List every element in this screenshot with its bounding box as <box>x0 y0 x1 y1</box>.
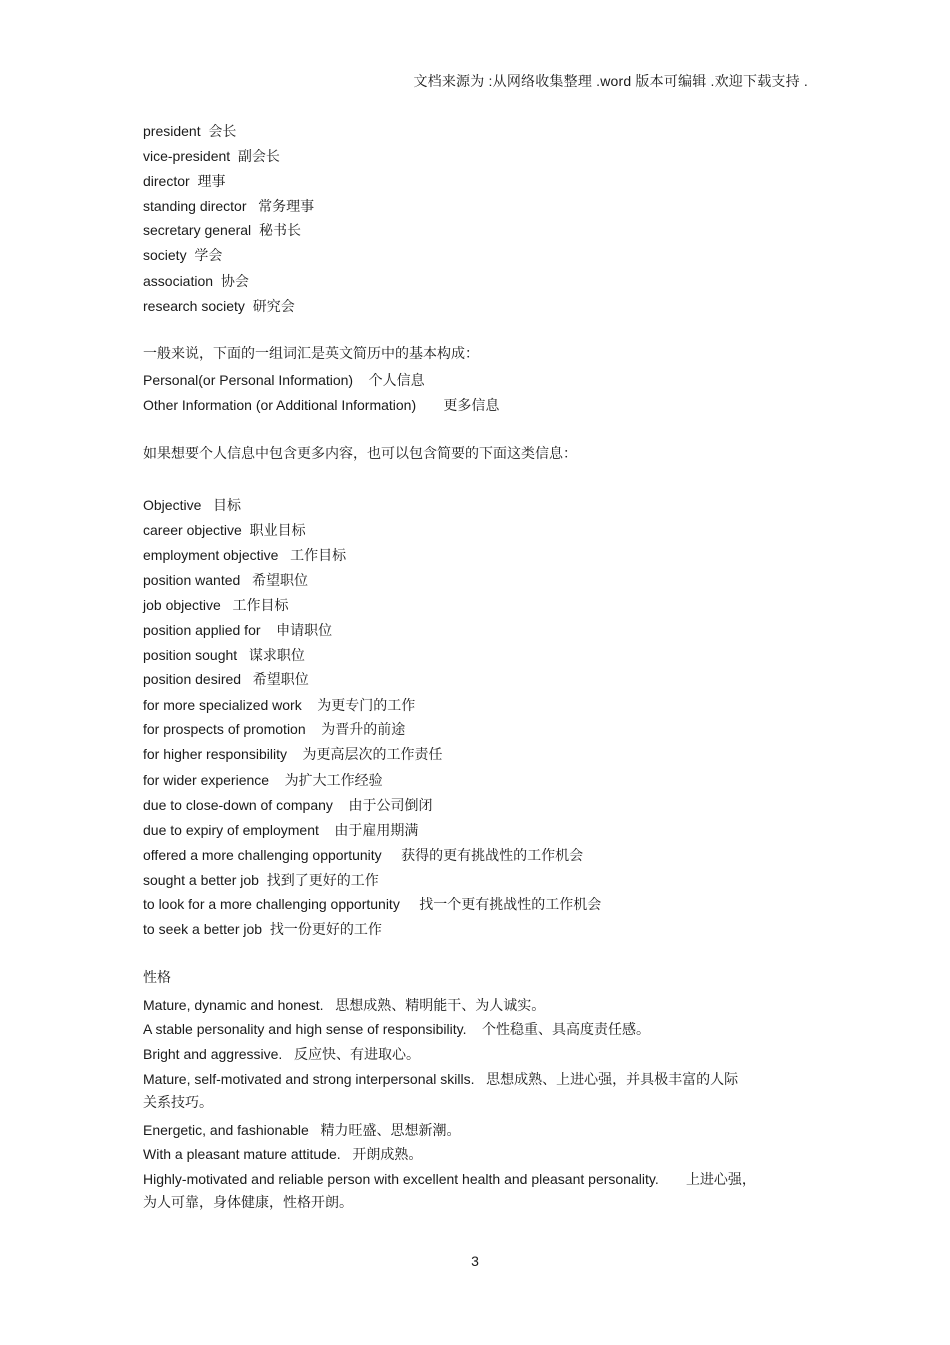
list-item: Energetic, and fashionable 精力旺盛、思想新潮。 <box>143 1122 461 1138</box>
list-item: due to close-down of company 由于公司倒闭 <box>143 797 433 813</box>
page-number: 3 <box>471 1253 479 1269</box>
list-item: Mature, dynamic and honest. 思想成熟、精明能干、为人诚实。 <box>143 997 546 1013</box>
list-item: job objective 工作目标 <box>143 597 289 613</box>
list-item-continuation: 关系技巧。 <box>143 1094 213 1110</box>
paragraph: 如果想要个人信息中包含更多内容，也可以包含简要的下面这类信息： <box>143 445 577 461</box>
list-item: due to expiry of employment 由于雇用期满 <box>143 822 419 838</box>
list-item: With a pleasant mature attitude. 开朗成熟。 <box>143 1146 423 1162</box>
list-item: Objective 目标 <box>143 497 242 513</box>
section-heading: 性格 <box>143 969 171 985</box>
list-item: association 协会 <box>143 273 249 289</box>
page-header: 文档来源为 :从网络收集整理 .word 版本可编辑 .欢迎下载支持 . <box>413 73 808 89</box>
list-item: for prospects of promotion 为晋升的前途 <box>143 721 406 737</box>
paragraph: 一般来说，下面的一组词汇是英文简历中的基本构成： <box>143 345 479 361</box>
list-item: A stable personality and high sense of responsibility. 个性稳重、具高度责任感。 <box>143 1021 651 1037</box>
list-item-continuation: 为人可靠，身体健康，性格开朗。 <box>143 1194 353 1210</box>
list-item: research society 研究会 <box>143 298 295 314</box>
list-item: position desired 希望职位 <box>143 671 309 687</box>
list-item: standing director 常务理事 <box>143 198 315 214</box>
list-item: Bright and aggressive. 反应快、有进取心。 <box>143 1046 420 1062</box>
list-item: president 会长 <box>143 123 237 139</box>
list-item: director 理事 <box>143 173 226 189</box>
list-item: for more specialized work 为更专门的工作 <box>143 697 416 713</box>
list-item: to seek a better job 找一份更好的工作 <box>143 921 382 937</box>
list-item: sought a better job 找到了更好的工作 <box>143 872 379 888</box>
list-item: society 学会 <box>143 247 223 263</box>
list-item: offered a more challenging opportunity 获得的更有挑战性的工作机会 <box>143 847 584 863</box>
list-item: career objective 职业目标 <box>143 522 306 538</box>
list-item: for wider experience 为扩大工作经验 <box>143 772 383 788</box>
list-item: secretary general 秘书长 <box>143 222 301 238</box>
list-item: employment objective 工作目标 <box>143 547 347 563</box>
list-item: for higher responsibility 为更高层次的工作责任 <box>143 746 443 762</box>
list-item: position wanted 希望职位 <box>143 572 308 588</box>
list-item: position sought 谋求职位 <box>143 647 305 663</box>
list-item: vice-president 副会长 <box>143 148 280 164</box>
list-item: to look for a more challenging opportunity 找一个更有挑战性的工作机会 <box>143 896 602 912</box>
list-item: Highly-motivated and reliable person with excellent health and pleasant personality. 上进心强， <box>143 1171 756 1187</box>
list-item: position applied for 申请职位 <box>143 622 333 638</box>
list-item: Mature, self-motivated and strong interpersonal skills. 思想成熟、上进心强，并具极丰富的人际 <box>143 1071 739 1087</box>
list-item: Personal(or Personal Information) 个人信息 <box>143 372 425 388</box>
list-item: Other Information (or Additional Information) 更多信息 <box>143 397 500 413</box>
